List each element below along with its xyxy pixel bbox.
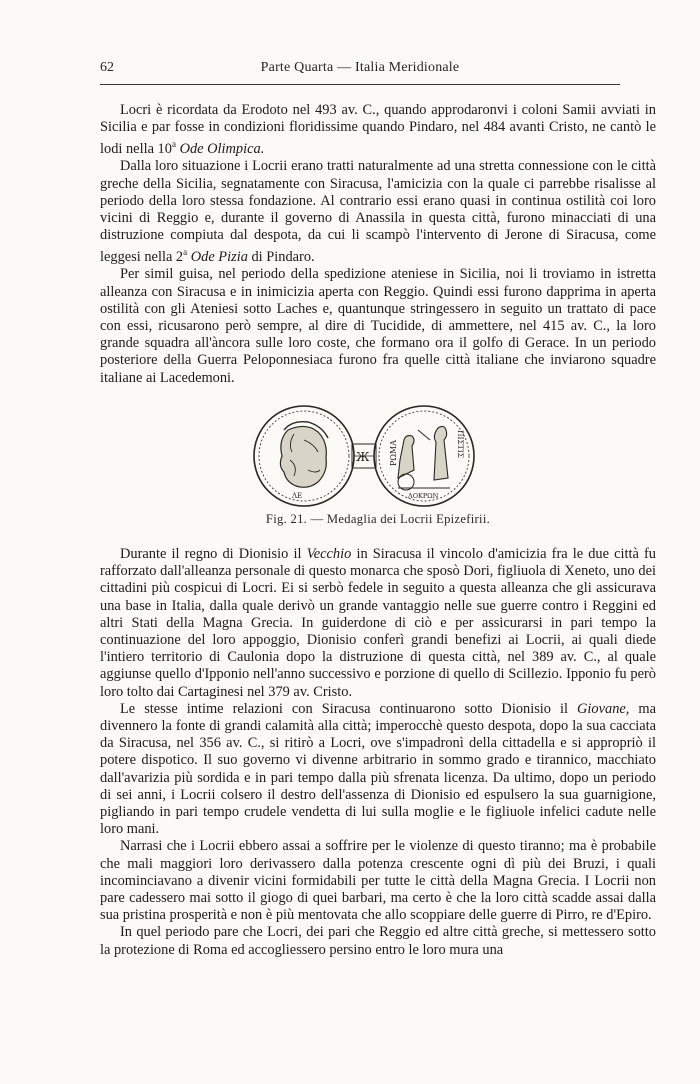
paragraph-text: Durante il regno di Dionisio il <box>120 546 307 562</box>
paragraph <box>100 158 656 266</box>
coin-right-legend-left: ΡΩΜΑ <box>389 440 398 466</box>
italic-term: Vecchio <box>306 546 352 562</box>
superscript: a <box>183 247 188 258</box>
paragraph-text: Dalla loro situazione i Locrii erano tratti naturalmente ad una stretta connessione con le città greche della Sicilia, segnatamente con Siracusa, l'amicizia con la quale ci parrebbe risalisse al periodo della loro stessa fondazione. Al contrario essi erano quasi in continua ostilità coi loro vicini di Reggio e, durante il governo di Anassila in questa città, furono minacciati di una distruzione compiuta dal despota, da cui li scampò l'intervento di Jerone di Siracusa, come leggesi nella 2 <box>100 158 656 266</box>
paragraph <box>100 546 656 701</box>
center-monogram: Ж <box>356 450 370 464</box>
paragraph-text: Locri è ricordata da Erodoto nel 493 av. C., quando approdaronvi i coloni Samii avviati in Sicilia e par fosse in condizioni floridissime quando Pindaro, nel 484 avanti Cristo, ne cantò le lodi nella 10 <box>100 102 656 158</box>
paragraph-text: Per simil guisa, nel periodo della spedizione ateniese in Sicilia, noi li troviamo in istretta alleanza con Siracusa e in inimicizia aperta con Reggio. Quindi essi furono dapprima in aperta ostilità con gli Ateniesi sotto Laches e, quantunque stringessero in seguito un trattato di pace con essi, ricusarono però sempre, al dire di Tucidide, di ammettere, nel 415 av. C., la loro grande squadra all'àncora sulle loro coste, che formano ora il golfo di Gerace. In un periodo posteriore della Guerra Peloponnesiaca furono fra quelle città italiane che inviarono squadre italiane ai Lacedemoni. <box>100 266 656 386</box>
paragraph-text: in Siracusa il vincolo d'amicizia fra le due città fu rafforzato dall'alleanza personale di questo monarca che sposò Dori, figliuola di Xeneto, uno dei cittadini più cospicui di Locri. Ei si serbò fedele in seguito a questa alleanza che gli assicurava una base in Italia, dalla quale derivò un grande vantaggio nelle sue guerre contro i Reggini ed altri Stati della Magna Grecia. In guiderdone di ciò e per assicurarsi in pari tempo la continuazione del loro appoggio, Dionisio conferì grandi benefizi ai Locrii, ai quali diede l'intiero territorio di Caulonia dopo la distruzione di questa città, nel 389 av. C., al quale aggiunse quello d'Ipponio nell'anno successivo e porzione di quello di Scillezio. Ipponio fu però loro tolto dai Cartaginesi nel 379 av. Cristo. <box>100 546 657 700</box>
page-number: 62 <box>100 60 114 75</box>
header-rule <box>100 84 620 85</box>
standing-pistis-figure <box>434 426 448 480</box>
text-block-top <box>100 102 656 387</box>
italic-title: Ode Pizia <box>190 249 248 266</box>
zeus-head <box>280 426 326 487</box>
seated-roma-figure <box>398 436 414 479</box>
coin-illustration <box>248 400 480 512</box>
paragraph-text: Narrasi che i Locrii ebbero assai a soffrire per le violenze di questo tiranno; ma è probabile che mali maggiori loro derivassero dalla potenza crescente ogni dì più dei Bruzi, i quali incominciavano a divenir vicini formidabili per tutte le città della Magna Grecia. I Locrii non pare cadessero mai sotto il giogo di quei barbari, ma certo è che la loro città scadde assai dalla sua pristina prosperità e non è più mentovata che allo scoppiare delle guerre di Pirro, re d'Epiro. <box>100 838 656 924</box>
coin-right-legend-right: ΠΙΣΤΙΣ <box>456 430 465 459</box>
crowning-arm <box>418 430 430 440</box>
coin-left-exergue: ΛΕ <box>292 492 303 500</box>
paragraph-text: In quel periodo pare che Locri, dei pari che Reggio ed altre città greche, si mettessero sotto la protezione di Roma ed accogliessero persino entro le loro mura una <box>100 924 656 958</box>
figure-caption: Fig. 21. — Medaglia dei Locrii Epizefirii. <box>265 512 491 526</box>
paragraph-text: Le stesse intime relazioni con Siracusa continuarono sotto Dionisio il <box>120 700 578 717</box>
paragraph <box>100 924 656 958</box>
paragraph <box>100 701 656 839</box>
running-head <box>100 60 620 82</box>
superscript: a <box>171 139 176 150</box>
text-block-bottom <box>100 546 656 959</box>
running-title: Parte Quarta — Italia Meridionale <box>260 60 460 75</box>
paragraph-text: ma divennero la fonte di grandi calamità alla città; imperocchè questo despota, dopo la sua cacciata da Siracusa, nel 356 av. C., si ritirò a Locri, ove s'impadronì della cittadella e si appropriò il potere dispotico. Il suo governo vi divenne arbitrario in sommo grado e tirannico, macchiato dall'avarizia più sordida e in pari tempo dalla più sfrenata licenza. Da ultimo, dopo un periodo di sei anni, i Locrii colsero il destro dell'assenza di Dionisio ed espulsero la sua guarnigione, pigliando in pari tempo crudele vendetta di lui sulla moglie e le figliuole infelici cadute nelle loro mani. <box>100 700 656 838</box>
paragraph <box>100 838 656 924</box>
paragraph-text: di Pindaro. <box>247 249 315 266</box>
paragraph <box>100 102 656 158</box>
paragraph <box>100 266 656 386</box>
italic-title: Ode Olimpica. <box>179 141 265 158</box>
italic-term: Giovane, <box>577 700 630 717</box>
coin-right-exergue: ΛΟΚΡΩΝ <box>408 492 439 500</box>
